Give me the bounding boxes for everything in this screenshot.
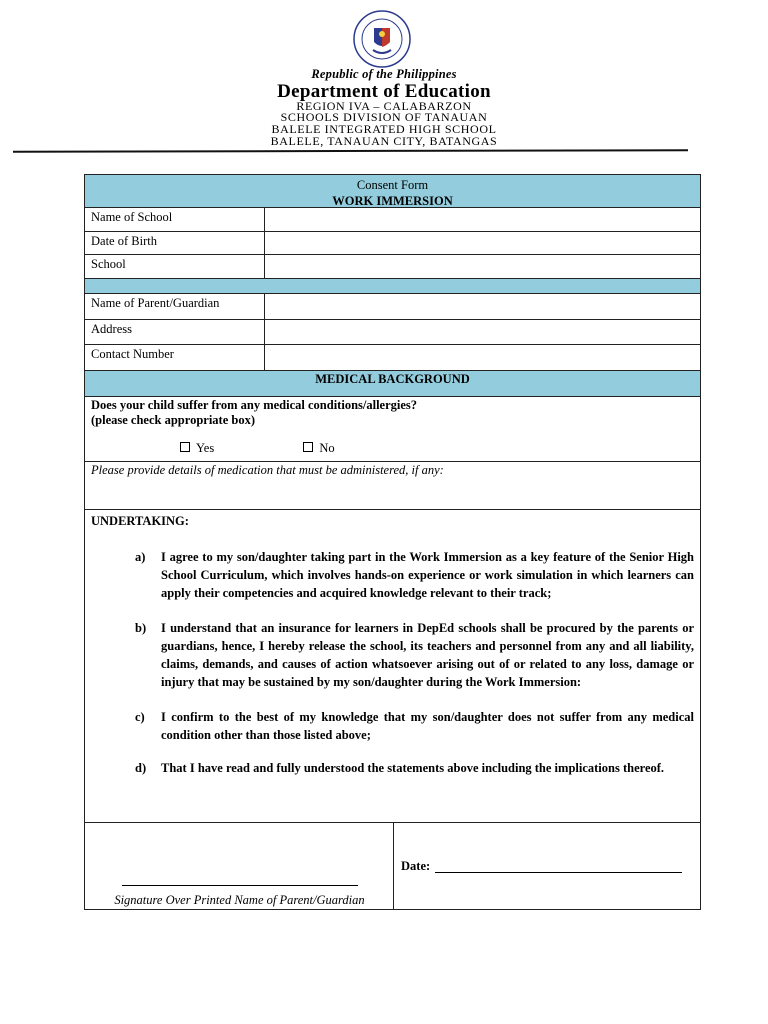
form-title-row (85, 175, 700, 208)
option-no[interactable] (303, 441, 334, 456)
medical-question-row (85, 397, 700, 462)
option-yes-label: Yes (196, 441, 215, 455)
form-title: Consent Form (356, 178, 429, 192)
medical-options (180, 441, 421, 456)
medical-instruction: (please check appropriate box) (91, 413, 255, 427)
undertaking-title: UNDERTAKING: (91, 514, 189, 528)
item-marker: b) (135, 621, 147, 635)
field-label: Contact Number (85, 345, 265, 370)
item-text: I understand that an insurance for learners in DepEd schools shall be procured by the parents or guardians, hence, I hereby release the school, its teachers and personnel from any and all liability, claims, demands, and causes of action whatsoever arising out of or related to any loss, damage or injury that may be sustained by my son/daughter during the Work Immersion: (161, 621, 694, 689)
undertaking-item-a (135, 548, 694, 602)
address-line: BALELE, TANAUAN CITY, BATANGAS (270, 134, 498, 148)
field-label: Date of Birth (85, 232, 265, 254)
field-row-contact-number (85, 345, 700, 371)
checkbox-no[interactable] (303, 442, 313, 452)
option-yes[interactable] (180, 441, 214, 456)
field-row-parent-name (85, 294, 700, 320)
item-text: I agree to my son/daughter taking part in the Work Immersion as a key feature of the Senior High School Curriculum, which involves hands-on experience or work simulation in which learners can apply their competencies and acquired knowledge relevant to their track; (161, 550, 694, 600)
field-label: Name of Parent/Guardian (85, 294, 265, 319)
signature-line (122, 885, 358, 886)
option-no-label: No (319, 441, 335, 455)
checkbox-yes[interactable] (180, 442, 190, 452)
item-text: That I have read and fully understood the statements above including the implications thereof. (161, 761, 665, 775)
item-marker: a) (135, 550, 146, 564)
department-heading: Department of Education (277, 81, 491, 102)
item-marker: c) (135, 710, 145, 724)
republic-heading: Republic of the Philippines (311, 67, 457, 81)
signature-row (85, 823, 700, 909)
medication-prompt: Please provide details of medication that must be administered, if any: (91, 463, 444, 477)
undertaking-item-d (135, 761, 694, 776)
header-divider (13, 149, 688, 152)
item-marker: d) (135, 761, 147, 775)
item-text: I confirm to the best of my knowledge that my son/daughter does not suffer from any medical condition other than those listed above; (161, 710, 694, 742)
undertaking-section (85, 510, 700, 823)
undertaking-list (135, 548, 694, 776)
field-label: Name of School (85, 208, 265, 231)
signature-cell[interactable] (85, 823, 394, 909)
field-row-name-of-school (85, 208, 700, 232)
region-line: REGION IVA – CALABARZON (296, 99, 472, 113)
date-line (435, 872, 682, 873)
undertaking-item-c (135, 708, 694, 744)
division-line: SCHOOLS DIVISION OF TANAUAN (280, 110, 488, 124)
field-label: School (85, 255, 265, 278)
medical-question: Does your child suffer from any medical conditions/allergies? (91, 398, 418, 412)
consent-form-table (84, 174, 701, 910)
date-cell[interactable] (394, 823, 700, 909)
field-row-school (85, 255, 700, 279)
signature-caption: Signature Over Printed Name of Parent/Guardian (114, 893, 365, 907)
medical-background-header: MEDICAL BACKGROUND (85, 371, 700, 397)
school-line: BALELE INTEGRATED HIGH SCHOOL (271, 122, 497, 136)
medication-details-row (85, 462, 700, 510)
form-subtitle: WORK IMMERSION (332, 194, 453, 208)
date-label: Date: (401, 859, 431, 873)
field-row-address (85, 320, 700, 345)
undertaking-item-b (135, 619, 694, 691)
field-row-date-of-birth (85, 232, 700, 255)
field-label: Address (85, 320, 265, 344)
section-spacer-row (85, 279, 700, 294)
deped-seal-logo (353, 10, 411, 68)
